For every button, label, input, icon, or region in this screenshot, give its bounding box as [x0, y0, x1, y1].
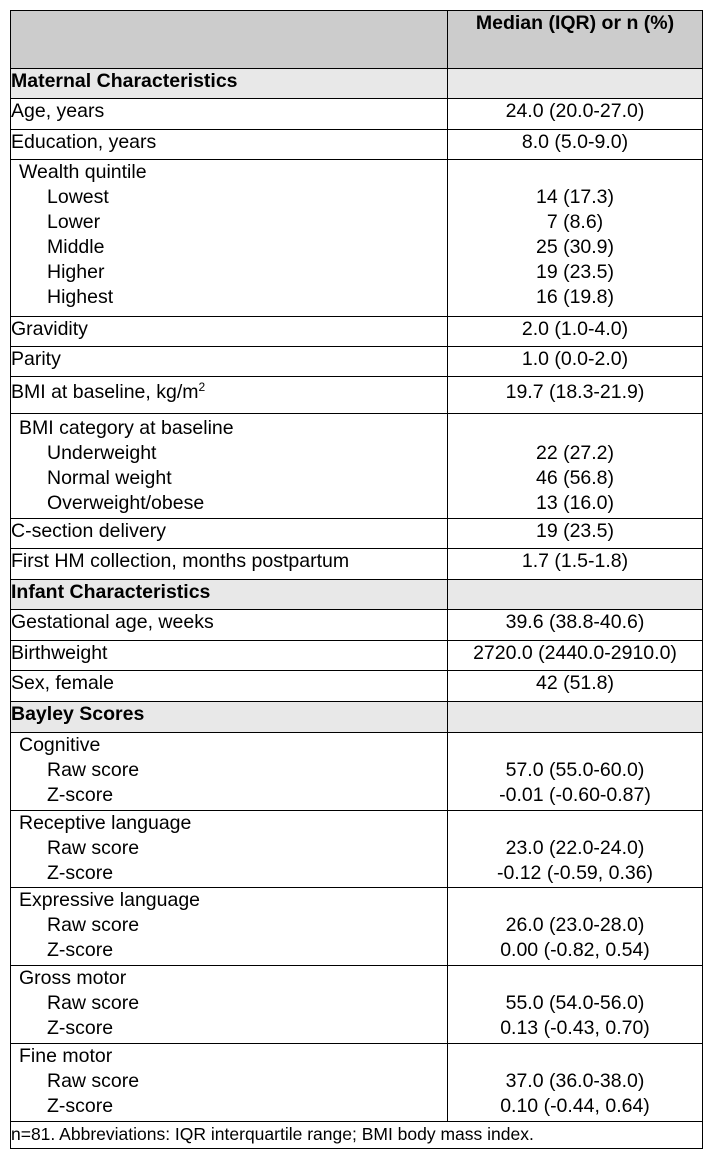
sub-value: 25 (30.9): [535, 236, 615, 258]
sub-value: 0.13 (-0.43, 0.70): [500, 1017, 650, 1039]
group-label: Wealth quintile: [19, 161, 147, 183]
table-row: [11, 519, 703, 549]
cognitive-labels: [11, 733, 448, 811]
section-empty-cell: [448, 702, 703, 733]
sub-value: 26.0 (23.0-28.0): [505, 914, 645, 936]
wealth-values: [448, 160, 703, 317]
sub-label: Z-score: [47, 1017, 114, 1039]
sub-value: 23.0 (22.0-24.0): [505, 837, 645, 859]
group-label: Gross motor: [19, 967, 127, 989]
table-row: [11, 610, 703, 641]
sub-value: 16 (19.8): [535, 286, 615, 308]
table-row-group: [11, 733, 703, 811]
row-value: 42 (51.8): [448, 671, 703, 702]
table-row-group: [11, 966, 703, 1044]
table-row: [11, 347, 703, 377]
table-row-group: [11, 811, 703, 888]
sub-label: Raw score: [47, 914, 140, 936]
sub-label: Raw score: [47, 992, 140, 1014]
wealth-labels: [11, 160, 448, 317]
row-label: Birthweight: [11, 641, 448, 671]
sub-value: 19 (23.5): [535, 261, 615, 283]
section-row: [11, 702, 703, 733]
row-value: 2.0 (1.0-4.0): [448, 317, 703, 347]
row-label: C-section delivery: [11, 519, 448, 549]
table-row: [11, 549, 703, 580]
table-row: [11, 377, 703, 414]
sub-label: Highest: [47, 286, 114, 308]
sub-label: Z-score: [47, 784, 114, 806]
sub-value: 55.0 (54.0-56.0): [505, 992, 645, 1014]
expressive-labels: [11, 888, 448, 966]
section-row: [11, 580, 703, 610]
bmi-category-labels: [11, 414, 448, 519]
sub-value: 57.0 (55.0-60.0): [505, 759, 645, 781]
sub-label: Underweight: [47, 442, 157, 464]
group-label: Receptive language: [19, 812, 192, 834]
sub-label: Raw score: [47, 759, 140, 781]
sub-label: Higher: [47, 261, 105, 283]
row-label: Parity: [11, 347, 448, 377]
section-title-bayley: Bayley Scores: [11, 702, 448, 733]
fine-motor-values: [448, 1044, 703, 1122]
sub-label: Raw score: [47, 1070, 140, 1092]
table-row: [11, 317, 703, 347]
sub-value: 0.00 (-0.82, 0.54): [500, 939, 650, 961]
group-label: BMI category at baseline: [19, 417, 234, 439]
bmi-category-values: [448, 414, 703, 519]
row-label: Age, years: [11, 99, 448, 130]
sub-label: Z-score: [47, 939, 114, 961]
header-value-column: Median (IQR) or n (%): [448, 11, 703, 69]
receptive-labels: [11, 811, 448, 888]
footnote-row: [11, 1122, 703, 1149]
table-row-group: [11, 1044, 703, 1122]
sub-value: 46 (56.8): [535, 467, 615, 489]
header-row: [11, 11, 703, 69]
section-empty-cell: [448, 580, 703, 610]
footnote: n=81. Abbreviations: IQR interquartile range; BMI body mass index.: [11, 1122, 703, 1149]
sub-label: Lower: [47, 211, 101, 233]
group-label: Fine motor: [19, 1045, 113, 1067]
group-label: Expressive language: [19, 889, 201, 911]
row-value: 39.6 (38.8-40.6): [448, 610, 703, 641]
characteristics-table: [10, 10, 703, 1149]
table-row-group: [11, 414, 703, 519]
sub-label: Lowest: [47, 186, 109, 208]
section-title-maternal: Maternal Characteristics: [11, 69, 448, 99]
row-label: Gestational age, weeks: [11, 610, 448, 641]
group-label: Cognitive: [19, 734, 101, 756]
sub-value: 7 (8.6): [546, 211, 604, 233]
row-value: 19.7 (18.3-21.9): [448, 377, 703, 414]
row-label: First HM collection, months postpartum: [11, 549, 448, 580]
sub-value: 14 (17.3): [535, 186, 615, 208]
header-empty-cell: [11, 11, 448, 69]
sub-value: 0.10 (-0.44, 0.64): [500, 1095, 650, 1117]
sub-label: Overweight/obese: [47, 492, 205, 514]
section-row: [11, 69, 703, 99]
row-value: 1.7 (1.5-1.8): [448, 549, 703, 580]
table-row: [11, 130, 703, 160]
table-row-group: [11, 888, 703, 966]
section-title-infant: Infant Characteristics: [11, 580, 448, 610]
table-row: [11, 671, 703, 702]
sub-label: Z-score: [47, 862, 114, 884]
receptive-values: [448, 811, 703, 888]
table-row-group: [11, 160, 703, 317]
row-label: [11, 377, 448, 414]
gross-motor-labels: [11, 966, 448, 1044]
sub-value: 13 (16.0): [535, 492, 615, 514]
fine-motor-labels: [11, 1044, 448, 1122]
gross-motor-values: [448, 966, 703, 1044]
table-row: [11, 99, 703, 130]
sub-value: 37.0 (36.0-38.0): [505, 1070, 645, 1092]
sub-value: -0.01 (-0.60-0.87): [499, 784, 651, 806]
row-value: 1.0 (0.0-2.0): [448, 347, 703, 377]
sub-value: -0.12 (-0.59, 0.36): [496, 862, 654, 884]
sub-label: Middle: [47, 236, 105, 258]
table-row: [11, 641, 703, 671]
row-value: 2720.0 (2440.0-2910.0): [448, 641, 703, 671]
superscript: 2: [198, 380, 206, 394]
sub-label: Raw score: [47, 837, 140, 859]
row-label: Sex, female: [11, 671, 448, 702]
row-label: Gravidity: [11, 317, 448, 347]
cognitive-values: [448, 733, 703, 811]
bmi-label-text: BMI at baseline, kg/m: [11, 381, 199, 403]
sub-label: Z-score: [47, 1095, 114, 1117]
row-value: 8.0 (5.0-9.0): [448, 130, 703, 160]
sub-value: 22 (27.2): [535, 442, 615, 464]
row-label: Education, years: [11, 130, 448, 160]
row-value: 24.0 (20.0-27.0): [448, 99, 703, 130]
section-empty-cell: [448, 69, 703, 99]
expressive-values: [448, 888, 703, 966]
sub-label: Normal weight: [47, 467, 172, 489]
row-value: 19 (23.5): [448, 519, 703, 549]
